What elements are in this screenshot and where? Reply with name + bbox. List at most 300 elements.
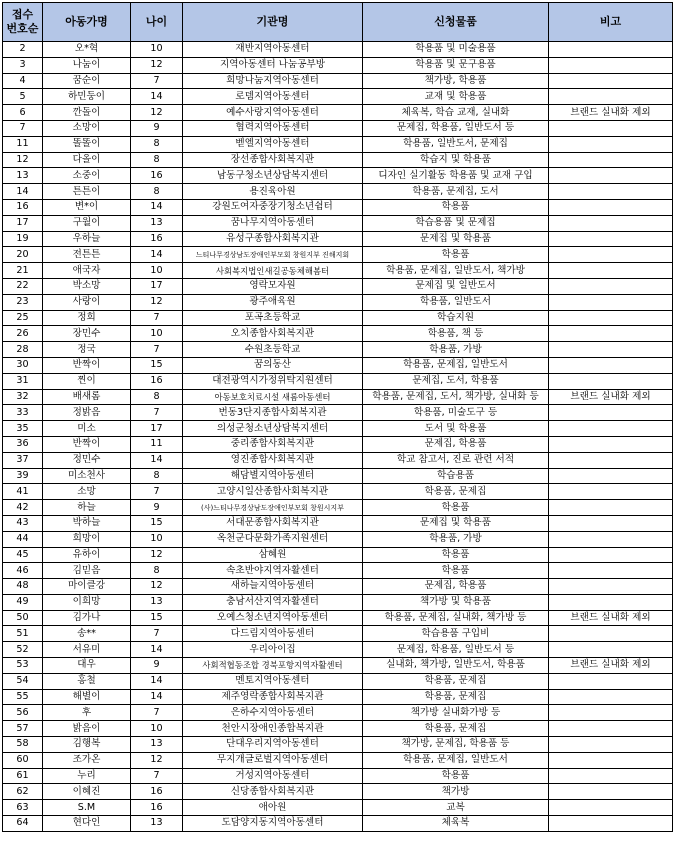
remarks-cell [549,278,673,294]
receipt-number-cell: 3 [3,57,43,73]
table-row [3,626,673,642]
table-row [3,436,673,452]
child-name-cell: 대우 [43,658,131,674]
remarks-cell: 브랜드 실내화 제외 [549,105,673,121]
remarks-cell [549,89,673,105]
institution-cell: 도담양지동지역아동센터 [183,816,363,832]
age-cell: 9 [131,120,183,136]
header-age: 나이 [131,3,183,42]
remarks-cell [549,579,673,595]
child-name-cell: 밝음이 [43,721,131,737]
child-name-cell: 서유미 [43,642,131,658]
remarks-cell [549,342,673,358]
requested-items-cell: 책가방 및 학용품 [363,594,549,610]
receipt-number-cell: 11 [3,136,43,152]
receipt-number-cell: 50 [3,610,43,626]
age-cell: 12 [131,579,183,595]
remarks-cell [549,500,673,516]
institution-cell: 다드림지역아동센터 [183,626,363,642]
age-cell: 15 [131,357,183,373]
receipt-number-cell: 39 [3,468,43,484]
remarks-cell [549,421,673,437]
requested-items-cell: 학용품, 미술도구 등 [363,405,549,421]
child-name-cell: 소중이 [43,168,131,184]
age-cell: 13 [131,594,183,610]
table-row [3,73,673,89]
child-name-cell: 송** [43,626,131,642]
receipt-number-cell: 55 [3,689,43,705]
child-name-cell: 미소천사 [43,468,131,484]
age-cell: 9 [131,500,183,516]
requested-items-cell: 학습지원 [363,310,549,326]
requested-items-cell: 학습용품 [363,468,549,484]
receipt-number-cell: 54 [3,673,43,689]
child-name-cell: 사랑이 [43,294,131,310]
institution-cell: 느티나무경상남도장애인부모회 창원지부 진해지회 [183,247,363,263]
table-body [3,42,673,832]
requested-items-cell: 학용품 [363,199,549,215]
institution-cell: 포곡초등학교 [183,310,363,326]
header-child-name: 아동가명 [43,3,131,42]
remarks-cell [549,563,673,579]
institution-cell: 영락모자원 [183,278,363,294]
remarks-cell [549,168,673,184]
table-row [3,468,673,484]
child-name-cell: 다올이 [43,152,131,168]
requested-items-cell: 학용품, 문제집, 일반도서, 책가방 [363,263,549,279]
table-row [3,263,673,279]
table-row [3,500,673,516]
requested-items-cell: 학용품, 문제집 [363,484,549,500]
age-cell: 14 [131,452,183,468]
remarks-cell [549,199,673,215]
institution-cell: 삼혜원 [183,547,363,563]
institution-cell: 벧엘지역아동센터 [183,136,363,152]
receipt-number-cell: 62 [3,784,43,800]
age-cell: 12 [131,752,183,768]
child-name-cell: 김행복 [43,737,131,753]
requested-items-cell: 학용품 [363,768,549,784]
remarks-cell [549,737,673,753]
remarks-cell: 브랜드 실내화 제외 [549,658,673,674]
table-row [3,105,673,121]
remarks-cell [549,405,673,421]
institution-cell: 사회복지법인새길공동체해봄터 [183,263,363,279]
remarks-cell [549,326,673,342]
child-name-cell: 박소망 [43,278,131,294]
age-cell: 14 [131,642,183,658]
age-cell: 10 [131,326,183,342]
receipt-number-cell: 43 [3,515,43,531]
child-name-cell: 전튼튼 [43,247,131,263]
remarks-cell [549,705,673,721]
remarks-cell [549,42,673,58]
table-row [3,515,673,531]
requested-items-cell: 문제집, 학용품, 일반도서 등 [363,642,549,658]
institution-cell: 꿈의동산 [183,357,363,373]
table-row [3,610,673,626]
receipt-number-cell: 32 [3,389,43,405]
receipt-number-cell: 57 [3,721,43,737]
receipt-number-cell: 64 [3,816,43,832]
requested-items-cell: 디자인 실기활동 학용품 및 교재 구입 [363,168,549,184]
requested-items-cell: 문제집, 도서, 학용품 [363,373,549,389]
age-cell: 8 [131,152,183,168]
table-row [3,816,673,832]
child-name-cell: 미소 [43,421,131,437]
requested-items-cell: 학용품, 일반도서, 문제집 [363,136,549,152]
institution-cell: 강원도여자중장기청소년쉼터 [183,199,363,215]
institution-cell: 해담별지역아동센터 [183,468,363,484]
table-row [3,563,673,579]
age-cell: 8 [131,136,183,152]
header-requested-items: 신청물품 [363,3,549,42]
age-cell: 7 [131,342,183,358]
requested-items-cell: 학용품, 문제집, 도서 [363,184,549,200]
institution-cell: 멘토지역아동센터 [183,673,363,689]
age-cell: 9 [131,658,183,674]
institution-cell: 신당종합사회복지관 [183,784,363,800]
requested-items-cell: 학용품 및 미술용품 [363,42,549,58]
table-row [3,342,673,358]
institution-cell: 남동구청소년상담복지센터 [183,168,363,184]
child-name-cell: 희망이 [43,531,131,547]
institution-cell: 서대문종합사회복지관 [183,515,363,531]
table-row [3,120,673,136]
receipt-number-cell: 33 [3,405,43,421]
child-name-cell: 찐이 [43,373,131,389]
requested-items-cell: 문제집 및 학용품 [363,515,549,531]
age-cell: 13 [131,215,183,231]
institution-cell: 무지개글로벌지역아동센터 [183,752,363,768]
table-row [3,199,673,215]
age-cell: 14 [131,199,183,215]
table-row [3,152,673,168]
age-cell: 12 [131,105,183,121]
table-row [3,705,673,721]
child-name-cell: 반짝이 [43,436,131,452]
remarks-cell: 브랜드 실내화 제외 [549,610,673,626]
remarks-cell [549,484,673,500]
institution-cell: 장선종합사회복지관 [183,152,363,168]
age-cell: 14 [131,689,183,705]
remarks-cell [549,689,673,705]
child-name-cell: 우하늘 [43,231,131,247]
requested-items-cell: 학용품, 가방 [363,531,549,547]
child-name-cell: 나눔이 [43,57,131,73]
requested-items-cell: 학용품, 문제집, 실내화, 책가방 등 [363,610,549,626]
receipt-number-cell: 14 [3,184,43,200]
requested-items-cell: 문제집, 학용품, 일반도서 등 [363,120,549,136]
age-cell: 7 [131,768,183,784]
age-cell: 12 [131,547,183,563]
table-row [3,389,673,405]
child-name-cell: 반짝이 [43,357,131,373]
header-receipt-number [3,3,43,42]
institution-cell: 은하수지역아동센터 [183,705,363,721]
remarks-cell [549,294,673,310]
table-row [3,689,673,705]
requested-items-cell: 학용품 [363,547,549,563]
table-row [3,421,673,437]
receipt-number-cell: 4 [3,73,43,89]
remarks-cell [549,310,673,326]
institution-cell: 예수사랑지역아동센터 [183,105,363,121]
age-cell: 17 [131,278,183,294]
institution-cell: 중리종합사회복지관 [183,436,363,452]
table-row [3,373,673,389]
age-cell: 14 [131,247,183,263]
remarks-cell [549,136,673,152]
institution-cell: 천안시장애인종합복지관 [183,721,363,737]
table-row [3,247,673,263]
table-row [3,42,673,58]
table-row [3,310,673,326]
receipt-number-cell: 61 [3,768,43,784]
remarks-cell [549,373,673,389]
institution-cell: 새하늘지역아동센터 [183,579,363,595]
child-name-cell: 유하이 [43,547,131,563]
table-row [3,658,673,674]
child-name-cell: 누리 [43,768,131,784]
requested-items-cell: 실내화, 책가방, 일반도서, 학용품 [363,658,549,674]
institution-cell: 꿈나무지역아동센터 [183,215,363,231]
age-cell: 7 [131,310,183,326]
table-row [3,752,673,768]
table-row [3,784,673,800]
receipt-number-cell: 22 [3,278,43,294]
institution-cell: 로뎀지역아동센터 [183,89,363,105]
age-cell: 10 [131,721,183,737]
requested-items-cell: 문제집 및 학용품 [363,231,549,247]
receipt-number-cell: 49 [3,594,43,610]
remarks-cell [549,215,673,231]
age-cell: 15 [131,515,183,531]
institution-cell: 영진종합사회복지관 [183,452,363,468]
receipt-number-cell: 23 [3,294,43,310]
requested-items-cell: 학습용품 및 문제집 [363,215,549,231]
receipt-number-cell: 51 [3,626,43,642]
child-name-cell: 하늘 [43,500,131,516]
remarks-cell [549,247,673,263]
child-name-cell: 소망 [43,484,131,500]
requested-items-cell: 학용품, 문제집 [363,689,549,705]
requested-items-cell: 학습지 및 학용품 [363,152,549,168]
remarks-cell [549,594,673,610]
remarks-cell [549,673,673,689]
requested-items-cell: 교복 [363,800,549,816]
table-row [3,800,673,816]
child-name-cell: 홍철 [43,673,131,689]
institution-cell: 제주영락종합사회복지관 [183,689,363,705]
requested-items-cell: 학용품 및 문구용품 [363,57,549,73]
remarks-cell [549,800,673,816]
institution-cell: 번동3단지종합사회복지관 [183,405,363,421]
table-row [3,215,673,231]
table-row [3,231,673,247]
table-row [3,768,673,784]
requested-items-cell: 학용품 [363,563,549,579]
remarks-cell [549,57,673,73]
table-row [3,531,673,547]
child-name-cell: 하민둥이 [43,89,131,105]
receipt-number-cell: 30 [3,357,43,373]
institution-cell: 지역아동센터 나눔공부방 [183,57,363,73]
receipt-number-cell: 35 [3,421,43,437]
table-row [3,594,673,610]
child-name-cell: 후 [43,705,131,721]
institution-cell: 고양시일산종합사회복지관 [183,484,363,500]
requested-items-cell: 학용품, 문제집 [363,673,549,689]
receipt-number-cell: 48 [3,579,43,595]
requested-items-cell: 학교 참고서, 진로 관련 서적 [363,452,549,468]
institution-cell: 오치종합사회복지관 [183,326,363,342]
age-cell: 7 [131,73,183,89]
remarks-cell [549,184,673,200]
institution-cell: 유성구종합사회복지관 [183,231,363,247]
table-header-row [3,3,673,42]
receipt-number-cell: 53 [3,658,43,674]
receipt-number-cell: 42 [3,500,43,516]
receipt-number-cell: 25 [3,310,43,326]
institution-cell: 희망나눔지역아동센터 [183,73,363,89]
table-row [3,405,673,421]
receipt-number-cell: 12 [3,152,43,168]
requested-items-cell: 학용품, 문제집 [363,721,549,737]
requested-items-cell: 문제집, 학용품 [363,436,549,452]
age-cell: 8 [131,389,183,405]
child-name-cell: 마이클강 [43,579,131,595]
receipt-number-cell: 28 [3,342,43,358]
age-cell: 7 [131,705,183,721]
requested-items-cell: 책가방, 문제집, 학용품 등 [363,737,549,753]
institution-cell: 수원초등학교 [183,342,363,358]
institution-cell: 애아원 [183,800,363,816]
age-cell: 8 [131,563,183,579]
institution-cell: 아동보호치료시설 새롬아동센터 [183,389,363,405]
remarks-cell [549,515,673,531]
requested-items-cell: 도서 및 학용품 [363,421,549,437]
child-name-cell: S.M [43,800,131,816]
remarks-cell [549,263,673,279]
age-cell: 17 [131,421,183,437]
child-name-cell: 해별이 [43,689,131,705]
remarks-cell [549,231,673,247]
receipt-number-cell: 31 [3,373,43,389]
institution-cell: 대전광역시가정위탁지원센터 [183,373,363,389]
age-cell: 15 [131,610,183,626]
child-name-cell: 정민수 [43,452,131,468]
institution-cell: 속초반야지역자활센터 [183,563,363,579]
child-name-cell: 배새롬 [43,389,131,405]
requested-items-cell: 교재 및 학용품 [363,89,549,105]
requested-items-cell: 문제집, 학용품 [363,579,549,595]
child-name-cell: 김가나 [43,610,131,626]
age-cell: 12 [131,57,183,73]
remarks-cell [549,436,673,452]
table-row [3,547,673,563]
receipt-number-cell: 63 [3,800,43,816]
remarks-cell [549,120,673,136]
table-row [3,484,673,500]
table-row [3,168,673,184]
header-remarks: 비고 [549,3,673,42]
receipt-number-cell: 56 [3,705,43,721]
child-name-cell: 김믿음 [43,563,131,579]
requested-items-cell: 책가방 실내화가방 등 [363,705,549,721]
child-name-cell: 변*이 [43,199,131,215]
donation-request-table-wrapper [2,2,673,832]
requested-items-cell: 체육복, 학습 교재, 실내화 [363,105,549,121]
age-cell: 14 [131,673,183,689]
table-row [3,673,673,689]
institution-cell: 오예스청소년지역아동센터 [183,610,363,626]
child-name-cell: 정국 [43,342,131,358]
requested-items-cell: 학용품, 가방 [363,342,549,358]
age-cell: 16 [131,784,183,800]
table-row [3,452,673,468]
remarks-cell [549,626,673,642]
donation-request-table [2,2,673,832]
header-receipt-number-text: 접수 번호순 [6,8,39,35]
child-name-cell: 정밝음 [43,405,131,421]
remarks-cell [549,752,673,768]
receipt-number-cell: 7 [3,120,43,136]
remarks-cell [549,531,673,547]
receipt-number-cell: 21 [3,263,43,279]
receipt-number-cell: 52 [3,642,43,658]
institution-cell: 옥천군다문화가족지원센터 [183,531,363,547]
requested-items-cell: 책가방 [363,784,549,800]
age-cell: 7 [131,626,183,642]
age-cell: 7 [131,484,183,500]
child-name-cell: 오*혁 [43,42,131,58]
child-name-cell: 박하늘 [43,515,131,531]
table-row [3,326,673,342]
child-name-cell: 정희 [43,310,131,326]
child-name-cell: 현다인 [43,816,131,832]
receipt-number-cell: 26 [3,326,43,342]
child-name-cell: 구월이 [43,215,131,231]
institution-cell: 용진육아원 [183,184,363,200]
table-row [3,642,673,658]
remarks-cell [549,73,673,89]
receipt-number-cell: 16 [3,199,43,215]
age-cell: 10 [131,263,183,279]
receipt-number-cell: 58 [3,737,43,753]
receipt-number-cell: 37 [3,452,43,468]
receipt-number-cell: 46 [3,563,43,579]
receipt-number-cell: 44 [3,531,43,547]
requested-items-cell: 학용품, 책 등 [363,326,549,342]
remarks-cell [549,642,673,658]
table-row [3,737,673,753]
requested-items-cell: 책가방, 학용품 [363,73,549,89]
age-cell: 11 [131,436,183,452]
age-cell: 10 [131,42,183,58]
child-name-cell: 조가온 [43,752,131,768]
remarks-cell [549,768,673,784]
receipt-number-cell: 5 [3,89,43,105]
institution-cell: 충남서산지역자활센터 [183,594,363,610]
institution-cell: 협력지역아동센터 [183,120,363,136]
requested-items-cell: 학용품 [363,247,549,263]
institution-cell: (사)느티나무경상남도장애인부모회 창원시지부 [183,500,363,516]
requested-items-cell: 체육복 [363,816,549,832]
table-row [3,57,673,73]
remarks-cell: 브랜드 실내화 제외 [549,389,673,405]
remarks-cell [549,152,673,168]
